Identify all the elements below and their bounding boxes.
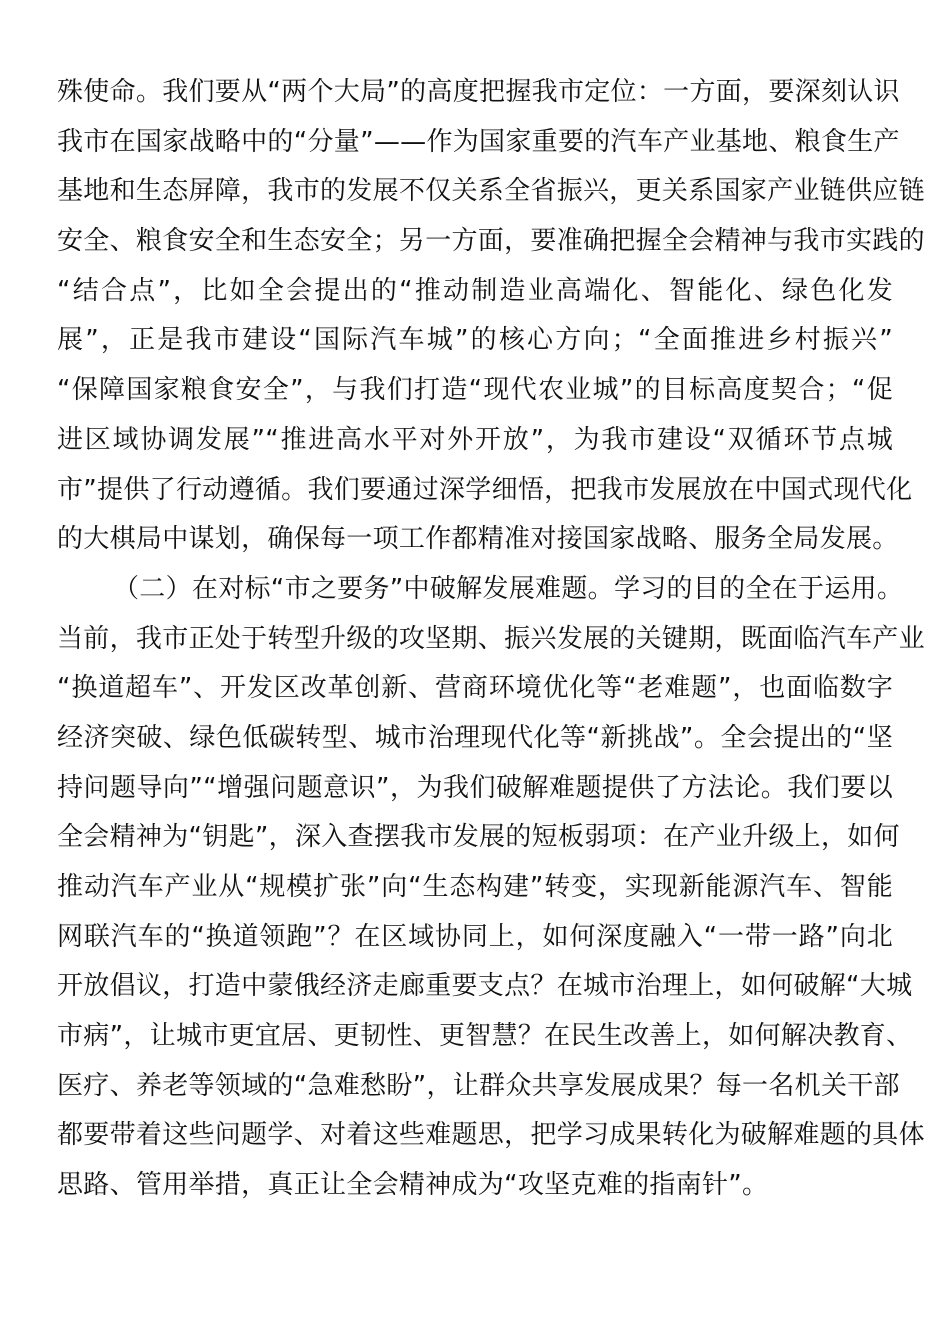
text-line: 都要带着这些问题学、对着这些难题思，把学习成果转化为破解难题的具体 bbox=[57, 1120, 925, 1151]
text-line: 思路、管用举措，真正让全会精神成为“攻坚克难的指南针”。 bbox=[57, 1170, 769, 1201]
text-line: “保障国家粮食安全”，与我们打造“现代农业城”的目标高度契合；“促 bbox=[57, 375, 893, 406]
text-line: 当前，我市正处于转型升级的攻坚期、振兴发展的关键期，既面临汽车产业 bbox=[57, 623, 925, 654]
text-line: 市”提供了行动遵循。我们要通过深学细悟，把我市发展放在中国式现代化 bbox=[57, 474, 913, 505]
text-line: 推动汽车产业从“规模扩张”向“生态构建”转变，实现新能源汽车、智能 bbox=[57, 872, 893, 902]
text-line: 安全、粮食安全和生态安全；另一方面，要准确把握全会精神与我市实践的 bbox=[57, 226, 925, 257]
text-line: 进区域协调发展”“推进高水平对外开放”，为我市建设“双循环节点城 bbox=[57, 424, 893, 455]
text-line: “换道超车”、开发区改革创新、营商环境优化等“老难题”，也面临数字 bbox=[57, 673, 893, 704]
text-line: 基地和生态屏障，我市的发展不仅关系全省振兴，更关系国家产业链供应链 bbox=[57, 176, 925, 207]
section-heading-line: （二）在对标“市之要务”中破解发展难题。学习的目的全在于运用。 bbox=[113, 573, 904, 604]
text-line: 的大棋局中谋划，确保每一项工作都精准对接国家战略、服务全局发展。 bbox=[57, 524, 899, 555]
text-line: 全会精神为“钥匙”，深入查摆我市发展的短板弱项：在产业升级上，如何 bbox=[57, 822, 900, 853]
document-page bbox=[57, 68, 925, 1211]
paragraph-continuation bbox=[57, 68, 925, 565]
paragraph-section-two bbox=[57, 565, 925, 1211]
text-line: 医疗、养老等领域的“急难愁盼”，让群众共享发展成果？每一名机关干部 bbox=[57, 1070, 900, 1101]
text-line: 网联汽车的“换道领跑”？在区域协同上，如何深度融入“一带一路”向北 bbox=[57, 921, 893, 952]
text-line: 殊使命。我们要从“两个大局”的高度把握我市定位：一方面，要深刻认识 bbox=[57, 77, 900, 107]
text-line: 经济突破、绿色低碳转型、城市治理现代化等“新挑战”。全会提出的“坚 bbox=[57, 722, 893, 753]
text-line: “结合点”，比如全会提出的“推动制造业高端化、智能化、绿色化发 bbox=[57, 275, 893, 306]
text-line: 持问题导向”“增强问题意识”，为我们破解难题提供了方法论。我们要以 bbox=[57, 772, 893, 803]
text-line: 展”，正是我市建设“国际汽车城”的核心方向；“全面推进乡村振兴” bbox=[57, 325, 893, 356]
text-line: 开放倡议，打造中蒙俄经济走廊重要支点？在城市治理上，如何破解“大城 bbox=[57, 971, 913, 1002]
text-line: 我市在国家战略中的“分量”——作为国家重要的汽车产业基地、粮食生产 bbox=[57, 126, 900, 157]
text-line: 市病”，让城市更宜居、更韧性、更智慧？在民生改善上，如何解决教育、 bbox=[57, 1021, 913, 1052]
